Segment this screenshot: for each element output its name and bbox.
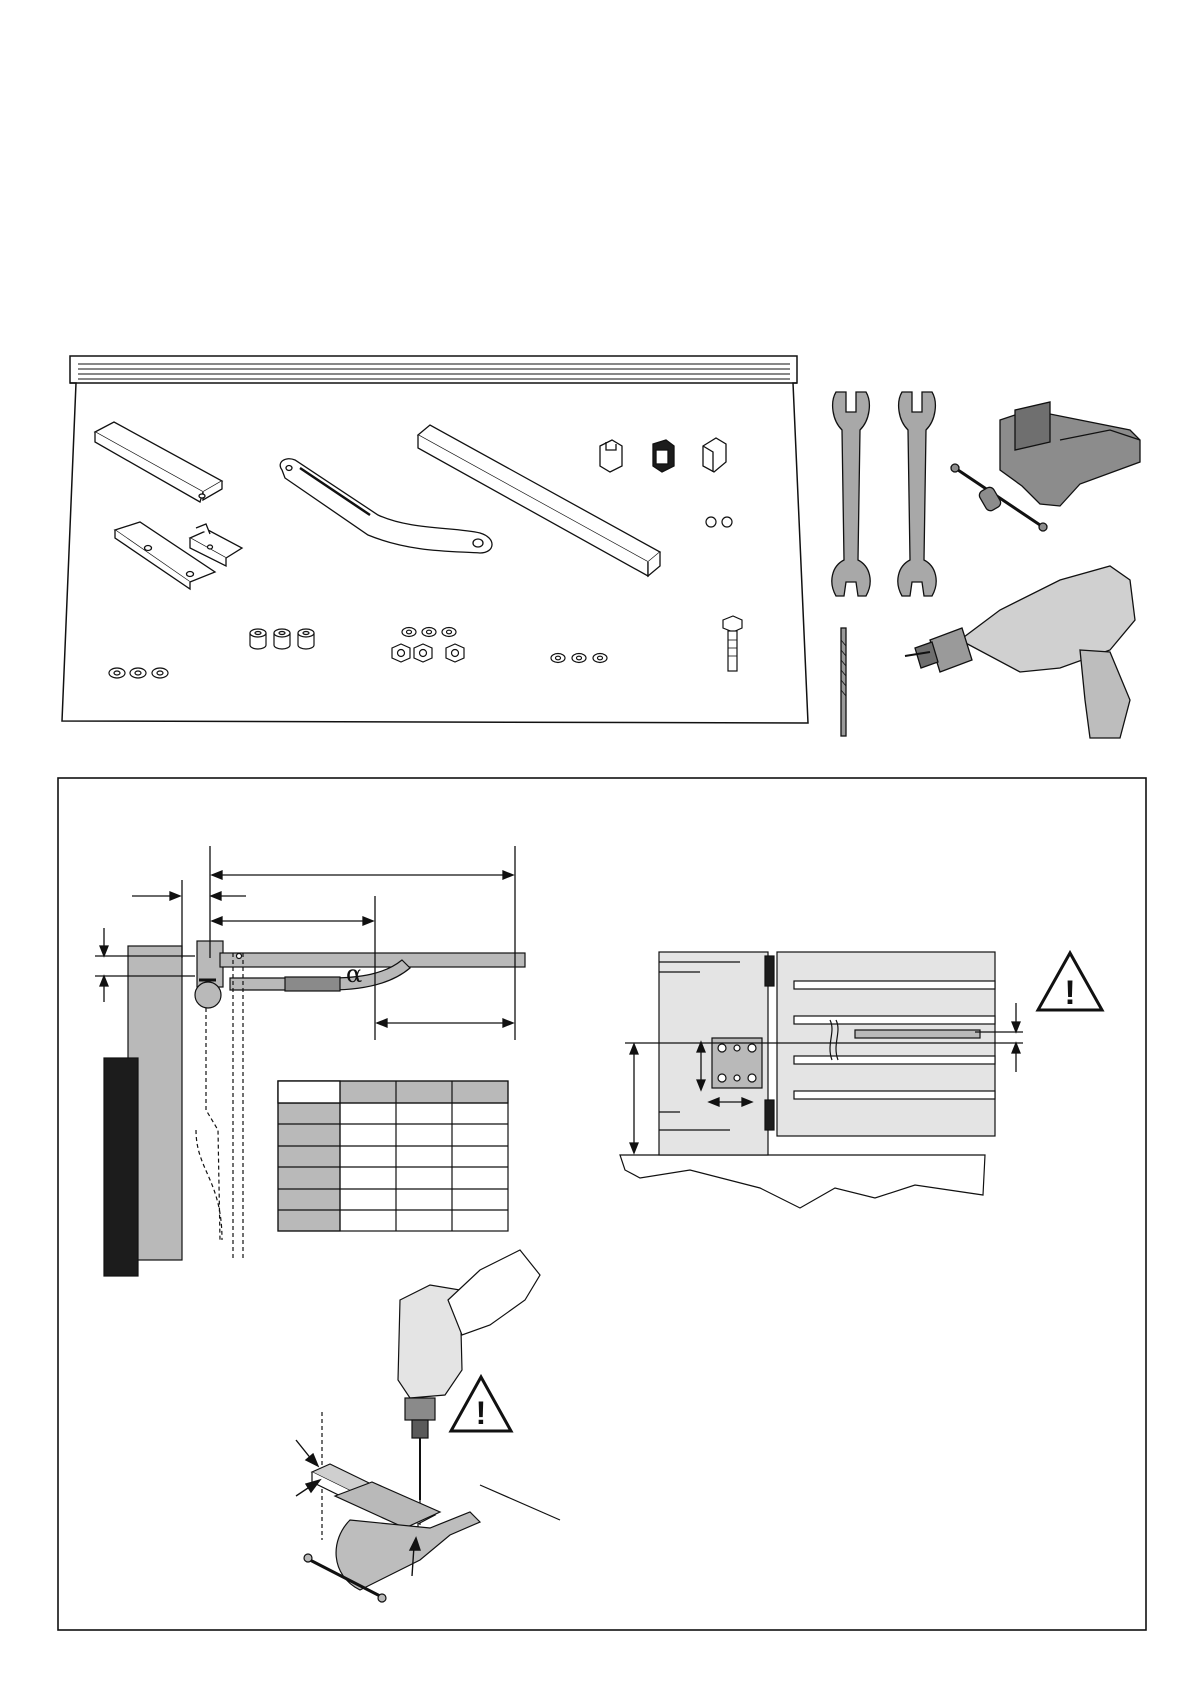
- power-drill-icon: [905, 566, 1135, 738]
- svg-text:!: !: [1064, 974, 1076, 1012]
- instruction-frame: [58, 778, 1146, 1630]
- open-end-wrench-2-icon: [898, 392, 936, 596]
- gate-elevation-diagram: [620, 952, 995, 1208]
- spacer-bush-icons: [250, 629, 314, 649]
- svg-text:!: !: [475, 1395, 487, 1431]
- angle-alpha-label: α: [346, 960, 363, 988]
- drill-bit-icon: [841, 628, 846, 736]
- open-end-wrench-icon: [832, 392, 870, 596]
- bench-vice-icon: [951, 402, 1140, 531]
